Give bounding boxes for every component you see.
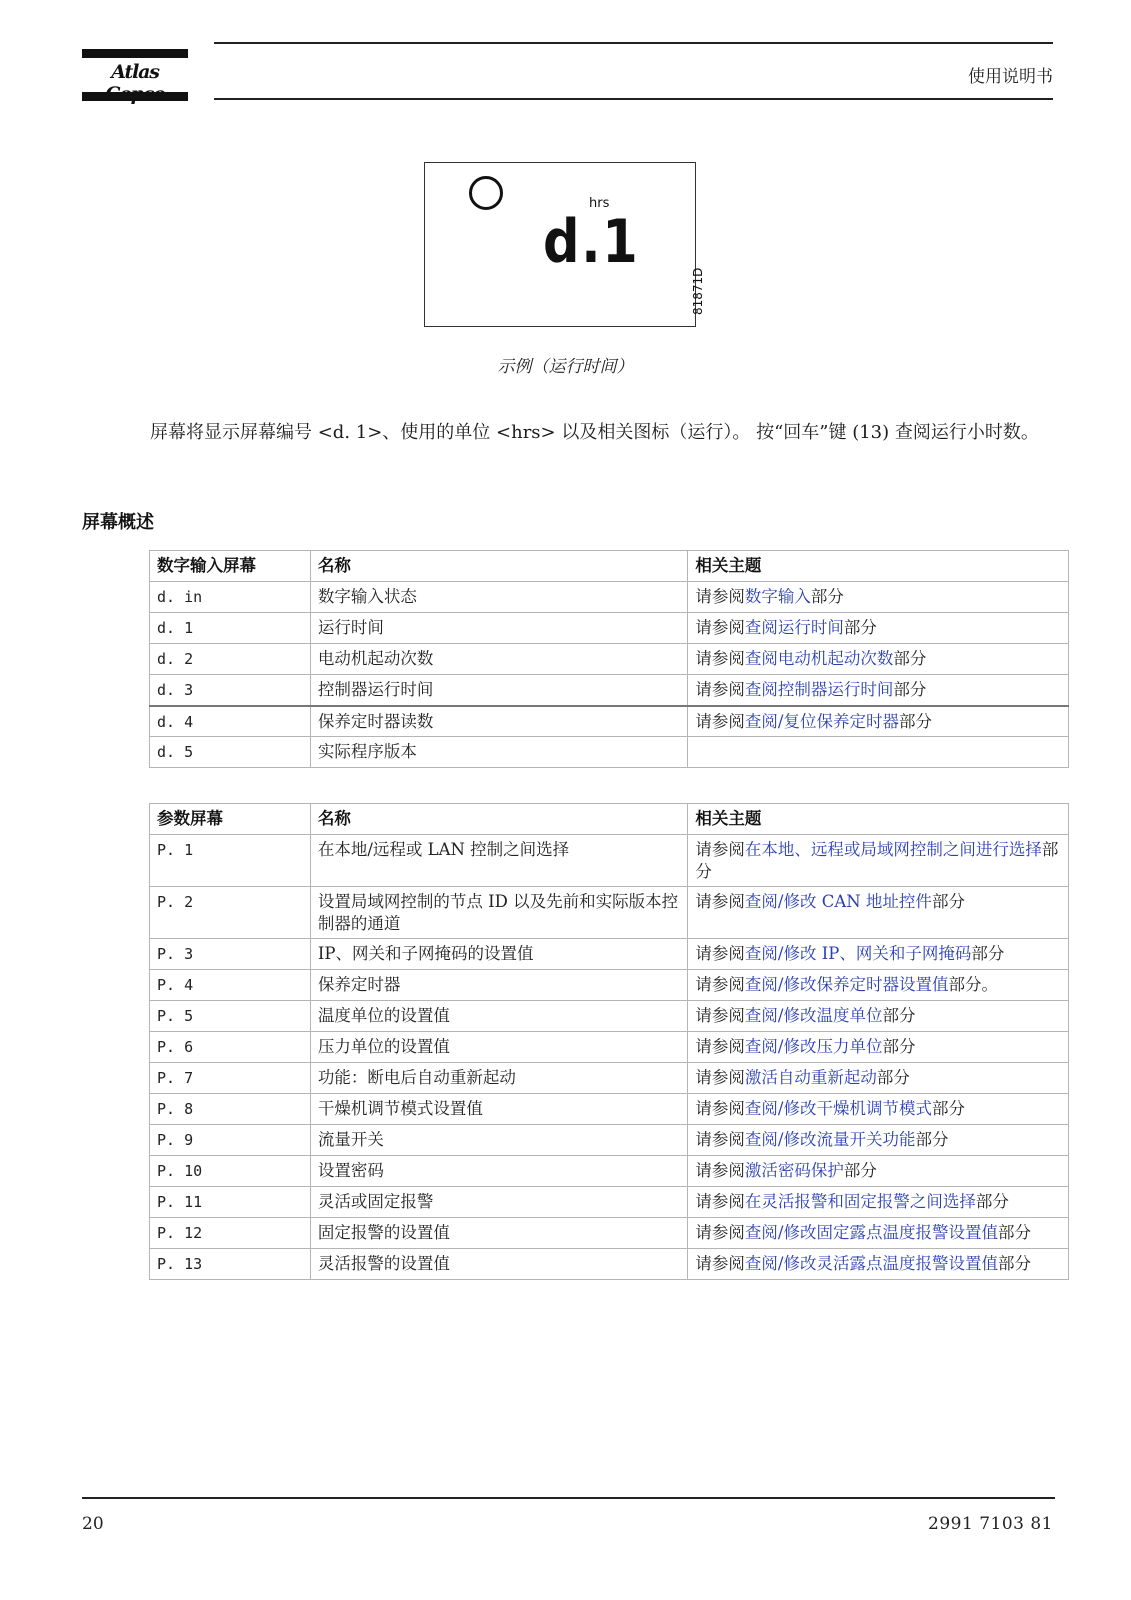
related-topic-cell: [688, 1156, 1069, 1187]
table-row: [150, 939, 1069, 970]
table-row: [150, 1187, 1069, 1218]
table-row: [150, 835, 1069, 887]
controller-display-figure: [424, 162, 696, 327]
reference-prefix: 请参阅: [695, 649, 745, 668]
table-row: [150, 675, 1069, 706]
reference-suffix: 部分: [843, 1161, 877, 1180]
reference-prefix: 请参阅: [695, 1006, 745, 1025]
table-row: [150, 737, 1069, 768]
digital-input-screens-table: [149, 550, 1069, 768]
screen-name-cell: 流量开关: [310, 1125, 688, 1156]
screen-code-cell: d. 1: [150, 613, 311, 644]
document-number: 2991 7103 81: [928, 1514, 1053, 1534]
header-rule-top: [214, 42, 1053, 44]
topic-link[interactable]: 激活密码保护: [744, 1161, 844, 1180]
screen-name-cell: 控制器运行时间: [310, 675, 688, 706]
table-row: [150, 706, 1069, 737]
screen-name-cell: 保养定时器: [310, 970, 688, 1001]
screen-code-cell: P. 9: [150, 1125, 311, 1156]
screen-code-cell: d. 2: [150, 644, 311, 675]
screen-name-cell: 干燥机调节模式设置值: [310, 1094, 688, 1125]
related-topic-cell: [688, 613, 1069, 644]
topic-link[interactable]: 查阅/修改灵活露点温度报警设置值: [744, 1254, 998, 1273]
reference-prefix: 请参阅: [695, 1192, 745, 1211]
table-row: [150, 1249, 1069, 1280]
screen-code-cell: P. 2: [150, 887, 311, 939]
table-row: [150, 582, 1069, 613]
screen-code-cell: P. 4: [150, 970, 311, 1001]
topic-link[interactable]: 数字输入: [744, 587, 811, 606]
table-row: [150, 1032, 1069, 1063]
reference-suffix: 部分: [997, 1254, 1031, 1273]
related-topic-cell: [688, 970, 1069, 1001]
table-row: [150, 1218, 1069, 1249]
table-header-row: [150, 804, 1069, 835]
column-header: 名称: [310, 551, 688, 582]
reference-prefix: 请参阅: [695, 975, 745, 994]
logo-text: Atlas: [111, 61, 159, 83]
figure-code: 81871D: [691, 267, 705, 315]
topic-link[interactable]: 查阅/修改干燥机调节模式: [744, 1099, 932, 1118]
reference-suffix: 部分: [997, 1223, 1031, 1242]
logo-bar-bottom: [82, 92, 188, 101]
topic-link[interactable]: 查阅电动机起动次数: [744, 649, 894, 668]
table-row: [150, 1001, 1069, 1032]
reference-prefix: 请参阅: [695, 1068, 745, 1087]
reference-prefix: 请参阅: [695, 1254, 745, 1273]
running-status-icon: [469, 176, 503, 210]
related-topic-cell: [688, 1125, 1069, 1156]
related-topic-cell: [688, 1063, 1069, 1094]
body-paragraph: 屏幕将显示屏幕编号 <d. 1>、使用的单位 <hrs> 以及相关图标（运行）。 按“回车”键 (13) 查阅运行小时数。: [150, 422, 1039, 443]
reference-suffix: 部分: [975, 1192, 1009, 1211]
topic-link[interactable]: 查阅/修改 CAN 地址控件: [744, 892, 932, 911]
screen-code-cell: P. 6: [150, 1032, 311, 1063]
screen-code-cell: P. 3: [150, 939, 311, 970]
footer-rule: [82, 1497, 1055, 1499]
page-number: 20: [82, 1514, 104, 1534]
document-type-title: 使用说明书: [968, 67, 1053, 87]
related-topic-cell: [688, 1032, 1069, 1063]
atlas-copco-logo: [82, 49, 188, 101]
reference-prefix: 请参阅: [695, 1130, 745, 1149]
column-header: 相关主题: [688, 551, 1069, 582]
topic-link[interactable]: 查阅/复位保养定时器: [744, 711, 899, 731]
screen-name-cell: 功能：断电后自动重新起动: [310, 1063, 688, 1094]
topic-link[interactable]: 查阅/修改 IP、网关和子网掩码: [744, 944, 972, 963]
screen-code-cell: d. in: [150, 582, 311, 613]
column-header: 名称: [310, 804, 688, 835]
related-topic-cell: [688, 835, 1069, 887]
screen-name-cell: 设置密码: [310, 1156, 688, 1187]
screen-code-cell: d. 3: [150, 675, 311, 706]
reference-prefix: 请参阅: [695, 840, 745, 859]
screen-name-cell: 保养定时器读数: [310, 706, 688, 737]
reference-prefix: 请参阅: [695, 1223, 745, 1242]
reference-suffix: 部分: [882, 1006, 916, 1025]
related-topic-cell: [688, 1249, 1069, 1280]
reference-suffix: 部分: [893, 649, 927, 668]
table-row: [150, 1094, 1069, 1125]
section-title: 屏幕概述: [82, 512, 154, 533]
display-screen-number: d.1: [543, 207, 640, 277]
screen-name-cell: 数字输入状态: [310, 582, 688, 613]
screen-name-cell: 压力单位的设置值: [310, 1032, 688, 1063]
reference-prefix: 请参阅: [695, 711, 745, 731]
screen-name-cell: 运行时间: [310, 613, 688, 644]
table-row: [150, 613, 1069, 644]
reference-prefix: 请参阅: [695, 587, 745, 606]
table-row: [150, 1125, 1069, 1156]
related-topic-cell: [688, 939, 1069, 970]
related-topic-cell: [688, 706, 1069, 737]
screen-code-cell: P. 12: [150, 1218, 311, 1249]
related-topic-cell: [688, 675, 1069, 706]
column-header: 参数屏幕: [150, 804, 311, 835]
reference-suffix: 部分: [931, 1099, 965, 1118]
reference-suffix: 部分: [971, 944, 1005, 963]
column-header: 数字输入屏幕: [150, 551, 311, 582]
table-row: [150, 970, 1069, 1001]
related-topic-cell: [688, 737, 1069, 768]
screen-name-cell: 灵活或固定报警: [310, 1187, 688, 1218]
screen-code-cell: d. 4: [150, 706, 311, 737]
related-topic-cell: [688, 1187, 1069, 1218]
reference-suffix: 部分: [893, 680, 927, 699]
reference-suffix: 部分: [915, 1130, 949, 1149]
topic-link[interactable]: 查阅/修改压力单位: [744, 1037, 883, 1056]
reference-prefix: 请参阅: [695, 892, 745, 911]
topic-link[interactable]: 在本地、远程或局域网控制之间进行选择: [744, 840, 1042, 859]
related-topic-cell: [688, 582, 1069, 613]
reference-prefix: 请参阅: [695, 1161, 745, 1180]
screen-code-cell: P. 13: [150, 1249, 311, 1280]
topic-link[interactable]: 查阅控制器运行时间: [744, 680, 894, 699]
screen-code-cell: P. 1: [150, 835, 311, 887]
topic-link[interactable]: 查阅运行时间: [744, 618, 844, 637]
reference-prefix: 请参阅: [695, 944, 745, 963]
screen-code-cell: P. 11: [150, 1187, 311, 1218]
display-unit: hrs: [589, 196, 610, 211]
reference-suffix: 部分: [810, 587, 844, 606]
screen-name-cell: 电动机起动次数: [310, 644, 688, 675]
logo-bar-top: [82, 49, 188, 58]
table-row: [150, 887, 1069, 939]
screen-name-cell: 温度单位的设置值: [310, 1001, 688, 1032]
reference-prefix: 请参阅: [695, 680, 745, 699]
screen-code-cell: P. 7: [150, 1063, 311, 1094]
table-row: [150, 1063, 1069, 1094]
topic-link[interactable]: 查阅/修改固定露点温度报警设置值: [744, 1223, 998, 1242]
reference-suffix: 部分: [898, 711, 932, 731]
reference-prefix: 请参阅: [695, 1037, 745, 1056]
header-rule-bottom: [214, 98, 1053, 100]
table-row: [150, 1156, 1069, 1187]
related-topic-cell: [688, 1218, 1069, 1249]
column-header: 相关主题: [688, 804, 1069, 835]
screen-name-cell: 固定报警的设置值: [310, 1218, 688, 1249]
related-topic-cell: [688, 1001, 1069, 1032]
screen-code-cell: P. 5: [150, 1001, 311, 1032]
topic-link[interactable]: 查阅/修改温度单位: [744, 1006, 883, 1025]
table-row: [150, 644, 1069, 675]
screen-name-cell: 实际程序版本: [310, 737, 688, 768]
reference-suffix: 部分: [695, 840, 1059, 881]
reference-suffix: 部分。: [948, 975, 998, 994]
figure-caption: 示例（运行时间）: [497, 357, 634, 377]
reference-prefix: 请参阅: [695, 618, 745, 637]
screen-code-cell: P. 10: [150, 1156, 311, 1187]
topic-link[interactable]: 查阅/修改保养定时器设置值: [744, 975, 949, 994]
topic-link[interactable]: 激活自动重新起动: [744, 1068, 877, 1087]
topic-link[interactable]: 在灵活报警和固定报警之间选择: [744, 1192, 976, 1211]
screen-code-cell: d. 5: [150, 737, 311, 768]
parameter-screens-table: [149, 803, 1069, 1280]
screen-name-cell: 设置局域网控制的节点 ID 以及先前和实际版本控制器的通道: [310, 887, 688, 939]
reference-suffix: 部分: [843, 618, 877, 637]
screen-name-cell: IP、网关和子网掩码的设置值: [310, 939, 688, 970]
reference-suffix: 部分: [876, 1068, 910, 1087]
related-topic-cell: [688, 1094, 1069, 1125]
related-topic-cell: [688, 887, 1069, 939]
reference-prefix: 请参阅: [695, 1099, 745, 1118]
screen-name-cell: 在本地/远程或 LAN 控制之间选择: [310, 835, 688, 887]
reference-suffix: 部分: [931, 892, 965, 911]
related-topic-cell: [688, 644, 1069, 675]
topic-link[interactable]: 查阅/修改流量开关功能: [744, 1130, 916, 1149]
table-header-row: [150, 551, 1069, 582]
reference-suffix: 部分: [882, 1037, 916, 1056]
screen-name-cell: 灵活报警的设置值: [310, 1249, 688, 1280]
screen-code-cell: P. 8: [150, 1094, 311, 1125]
